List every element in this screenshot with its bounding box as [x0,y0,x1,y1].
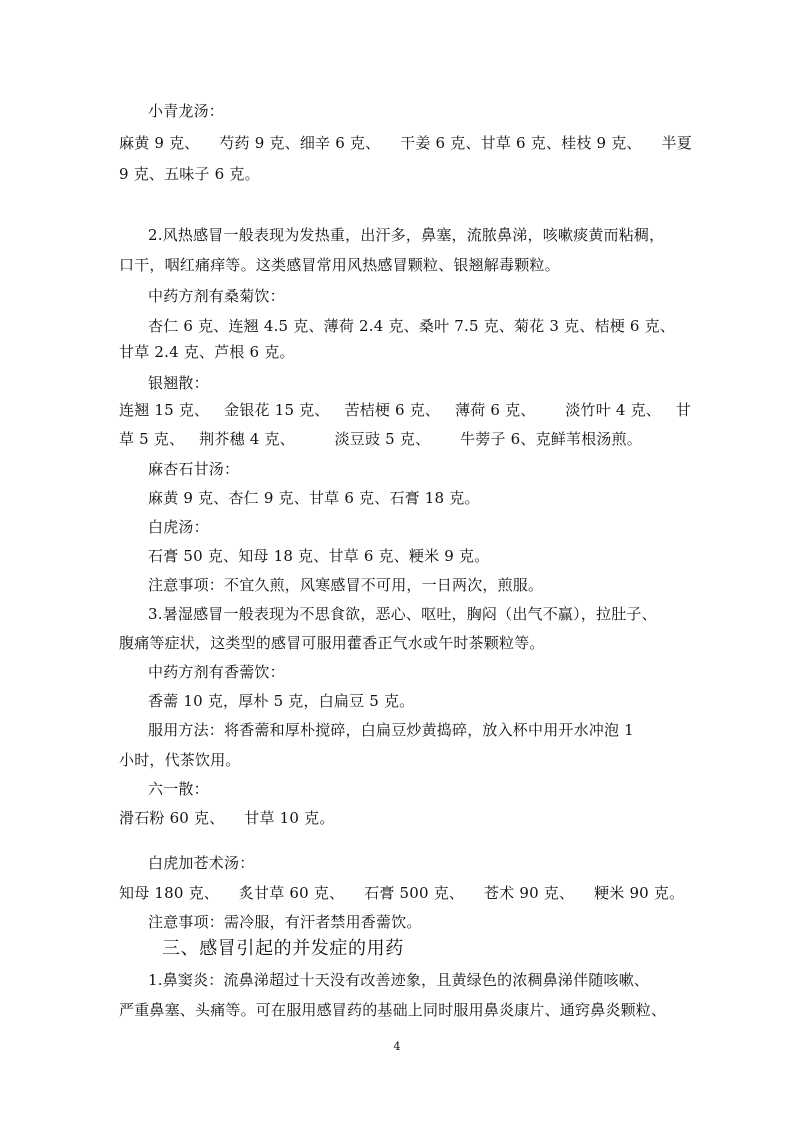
formula-ingredients-line: 草 5 克、 荆芥穗 4 克、 淡豆豉 5 克、 牛蒡子 6、克鲜苇根汤煎。 [119,430,643,448]
usage-line: 服用方法：将香薷和厚朴搅碎，白扁豆炒黄捣碎，放入杯中用开水冲泡 1 [148,721,634,739]
note-line: 注意事项：需冷服，有汗者禁用香薷饮。 [148,913,422,931]
formula-ingredients-line: 9 克、五味子 6 克。 [119,165,260,183]
formula-title-sangjuyin: 中药方剂有桑菊饮： [148,287,285,305]
formula-ingredients-line: 香薷 10 克，厚朴 5 克，白扁豆 5 克。 [148,692,415,710]
page-number: 4 [393,1040,401,1053]
formula-ingredients-line: 甘草 2.4 克、芦根 6 克。 [119,343,295,361]
paragraph-summer-damp-cold: 3.暑湿感冒一般表现为不思食欲，恶心、呕吐，胸闷（出气不赢），拉肚子、 [148,605,657,623]
formula-ingredients-line: 麻黄 9 克、 芍药 9 克、细辛 6 克、 干姜 6 克、甘草 6 克、桂枝 9 克、 半夏 [119,134,692,152]
note-line: 注意事项：不宜久煎，风寒感冒不可用，一日两次，煎服。 [148,576,544,594]
formula-title-liuyisan: 六一散： [148,780,209,798]
formula-ingredients-line: 滑石粉 60 克、 甘草 10 克。 [119,809,335,827]
formula-title-yinqiaosan: 银翘散： [148,374,209,392]
formula-title-baihujiacangzhu: 白虎加苍术汤： [148,854,255,872]
formula-ingredients-line: 石膏 50 克、知母 18 克、甘草 6 克、粳米 9 克。 [148,547,490,565]
usage-line-cont: 小时，代茶饮用。 [119,751,241,769]
formula-title-xiaoqinglong: 小青龙汤： [148,102,225,120]
formula-ingredients-line: 连翘 15 克、 金银花 15 克、 苦桔梗 6 克、 薄荷 6 克、 淡竹叶 4 克、 甘 [119,401,692,419]
paragraph-sinusitis-cont: 严重鼻塞、头痛等。可在服用感冒药的基础上同时服用鼻炎康片、通窍鼻炎颗粒、 [119,1001,667,1019]
formula-title-xiangruyin: 中药方剂有香薷饮： [148,663,285,681]
section-heading: 三、感冒引起的并发症的用药 [162,938,404,959]
paragraph-sinusitis: 1.鼻窦炎：流鼻涕超过十天没有改善迹象，且黄绿色的浓稠鼻涕伴随咳嗽、 [148,971,650,989]
formula-ingredients-line: 麻黄 9 克、杏仁 9 克、甘草 6 克、石膏 18 克。 [148,489,480,507]
formula-ingredients-line: 杏仁 6 克、连翘 4.5 克、薄荷 2.4 克、桑叶 7.5 克、菊花 3 克、桔梗 6 克、 [148,317,676,335]
paragraph-summer-damp-cold-cont: 腹痛等症状，这类型的感冒可服用藿香正气水或午时茶颗粒等。 [119,634,545,652]
formula-title-maxingshigan: 麻杏石甘汤： [148,460,240,478]
formula-title-baihu: 白虎汤： [148,518,209,536]
paragraph-wind-heat-cold-cont: 口干，咽红痛痒等。这类感冒常用风热感冒颗粒、银翘解毒颗粒。 [119,256,560,274]
formula-ingredients-line: 知母 180 克、 炙甘草 60 克、 石膏 500 克、 苍术 90 克、 粳米 90 克。 [119,884,685,902]
paragraph-wind-heat-cold: 2.风热感冒一般表现为发热重，出汗多，鼻塞，流脓鼻涕，咳嗽痰黄而粘稠， [148,226,665,244]
